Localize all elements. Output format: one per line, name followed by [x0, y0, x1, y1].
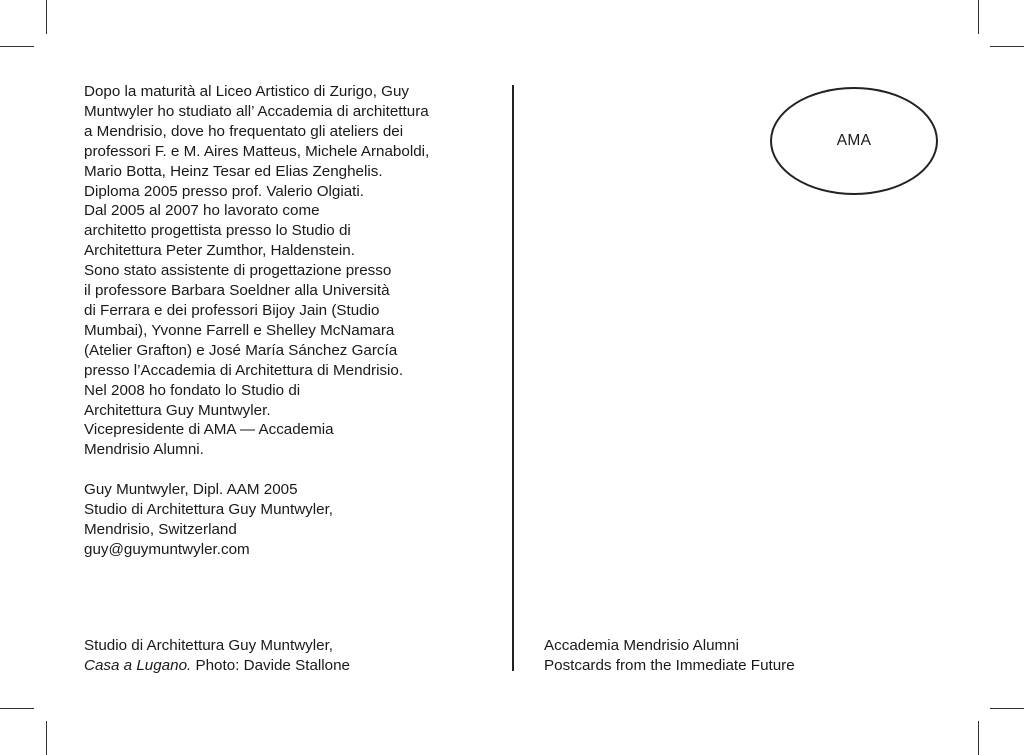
crop-mark-top-left-h — [0, 46, 34, 47]
stamp-oval — [770, 87, 938, 195]
bio-line: Nel 2008 ho fondato lo Studio di — [84, 381, 301, 399]
contact-name: Guy Muntwyler, Dipl. AAM 2005 — [84, 481, 298, 499]
bio-line: a Mendrisio, dove ho frequentato gli ateliers dei — [84, 122, 404, 140]
crop-mark-bottom-right-v — [978, 721, 979, 755]
caption-studio: Studio di Architettura Guy Muntwyler, — [84, 637, 334, 654]
bio-line: Dal 2005 al 2007 ho lavorato come — [84, 202, 320, 220]
series-title: Postcards from the Immediate Future — [544, 656, 795, 674]
crop-mark-bottom-left-v — [46, 721, 47, 755]
caption-work-title: Casa a Lugano. — [84, 656, 192, 674]
bio-line: Mendrisio Alumni. — [84, 441, 204, 459]
bio-line: (Atelier Grafton) e José María Sánchez García — [84, 341, 398, 359]
series-organization: Accademia Mendrisio Alumni — [544, 637, 739, 654]
paragraph-gap — [84, 460, 504, 480]
bio-line: presso l’Accademia di Architettura di Mendrisio. — [84, 361, 404, 379]
bio-line: Sono stato assistente di progettazione presso — [84, 262, 392, 280]
crop-mark-bottom-right-h — [990, 708, 1024, 709]
bio-line: Mario Botta, Heinz Tesar ed Elias Zenghelis. — [84, 162, 383, 180]
bio-line: Dopo la maturità al Liceo Artistico di Zurigo, Guy — [84, 83, 409, 100]
bio-line: il professore Barbara Soeldner alla Università — [84, 282, 390, 300]
bio-line: di Ferrara e dei professori Bijoy Jain (Studio — [84, 301, 380, 319]
series-caption — [544, 636, 795, 676]
caption-photo-credit: Photo: Davide Stallone — [191, 656, 350, 674]
biography-text — [84, 82, 504, 560]
bio-line: Architettura Peter Zumthor, Haldenstein. — [84, 242, 355, 260]
bio-line: Diploma 2005 presso prof. Valerio Olgiati. — [84, 182, 364, 200]
bio-line: architetto progettista presso lo Studio di — [84, 222, 351, 240]
postcard-divider — [512, 85, 514, 671]
bio-line: Muntwyler ho studiato all’ Accademia di architettura — [84, 102, 429, 120]
contact-email: guy@guymuntwyler.com — [84, 540, 250, 558]
crop-mark-top-left-v — [46, 0, 47, 34]
crop-mark-bottom-left-h — [0, 708, 34, 709]
crop-mark-top-right-v — [978, 0, 979, 34]
contact-studio: Studio di Architettura Guy Muntwyler, — [84, 501, 334, 519]
bio-line: Architettura Guy Muntwyler. — [84, 401, 271, 419]
stamp-label: AMA — [836, 132, 872, 149]
caption-title-line — [84, 656, 350, 676]
bio-line: Mumbai), Yvonne Farrell e Shelley McNamara — [84, 321, 395, 339]
photo-caption — [84, 636, 350, 676]
contact-location: Mendrisio, Switzerland — [84, 520, 237, 538]
bio-line: Vicepresidente di AMA — Accademia — [84, 421, 334, 439]
bio-line: professori F. e M. Aires Matteus, Michele Arnaboldi, — [84, 142, 430, 160]
crop-mark-top-right-h — [990, 46, 1024, 47]
